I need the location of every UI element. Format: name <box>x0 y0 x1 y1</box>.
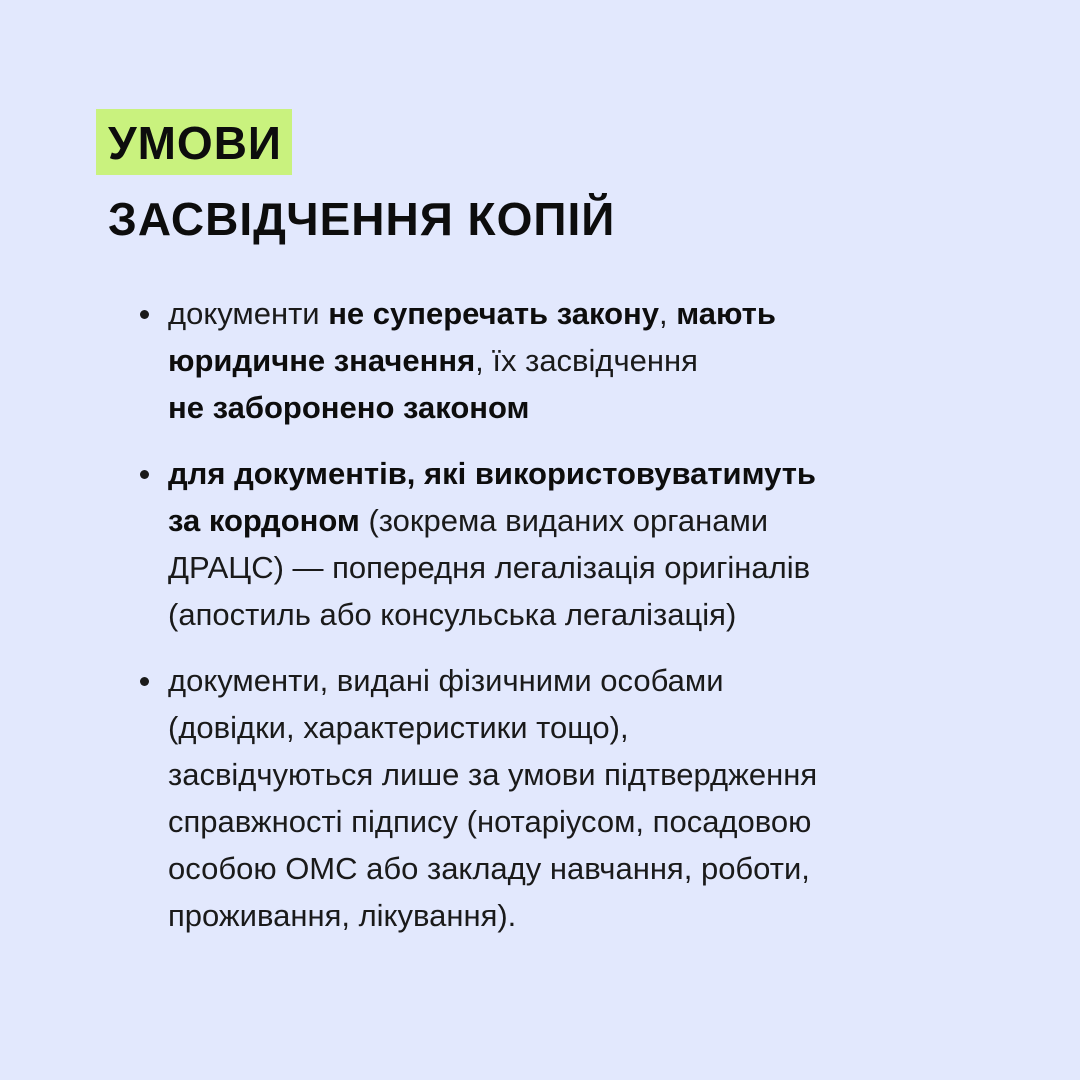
list-item-line <box>168 544 968 591</box>
bullet-dot-icon <box>140 310 149 319</box>
text-segment: ДРАЦС) — попередня легалізація оригіналів <box>168 550 811 585</box>
list-item-line <box>168 337 968 384</box>
list-item-line <box>168 798 968 845</box>
bold-text: мають <box>676 296 776 331</box>
list-item-line <box>168 751 968 798</box>
bullet-dot-icon <box>140 677 149 686</box>
bold-text: за кордоном <box>168 503 360 538</box>
conditions-list <box>138 290 968 939</box>
text-segment: проживання, лікування). <box>168 898 517 933</box>
bold-text: юридичне значення <box>168 343 476 378</box>
list-item-line <box>168 384 968 431</box>
list-item-line <box>168 704 968 751</box>
text-segment: документи, видані фізичними особами <box>168 663 724 698</box>
text-segment: документи <box>168 296 329 331</box>
list-item-line <box>168 290 968 337</box>
list-item-line <box>168 845 968 892</box>
title-highlight: УМОВИ <box>96 109 292 175</box>
title-block <box>96 109 615 249</box>
list-item <box>138 290 968 431</box>
text-segment: справжності підпису (нотаріусом, посадовою <box>168 804 812 839</box>
list-item <box>138 450 968 638</box>
text-segment: (зокрема виданих органами <box>359 503 769 538</box>
text-segment: засвідчуються лише за умови підтвердження <box>168 757 818 792</box>
bullet-dot-icon <box>140 470 149 479</box>
list-item-line <box>168 591 968 638</box>
list-item-line <box>168 497 968 544</box>
list-item-line <box>168 450 968 497</box>
text-segment: (довідки, характеристики тощо), <box>168 710 629 745</box>
bold-text: для документів, які використовуватимуть <box>168 456 816 491</box>
text-segment: особою ОМС або закладу навчання, роботи, <box>168 851 810 886</box>
bold-text: не заборонено законом <box>168 390 530 425</box>
text-segment: , <box>658 296 677 331</box>
bold-text: не суперечать закону <box>328 296 659 331</box>
title-subtitle: ЗАСВІДЧЕННЯ КОПІЙ <box>108 193 616 245</box>
text-segment: , їх засвідчення <box>475 343 698 378</box>
list-item <box>138 657 968 939</box>
text-segment: (апостиль або консульська легалізація) <box>168 597 737 632</box>
list-item-line <box>168 892 968 939</box>
list-item-line <box>168 657 968 704</box>
